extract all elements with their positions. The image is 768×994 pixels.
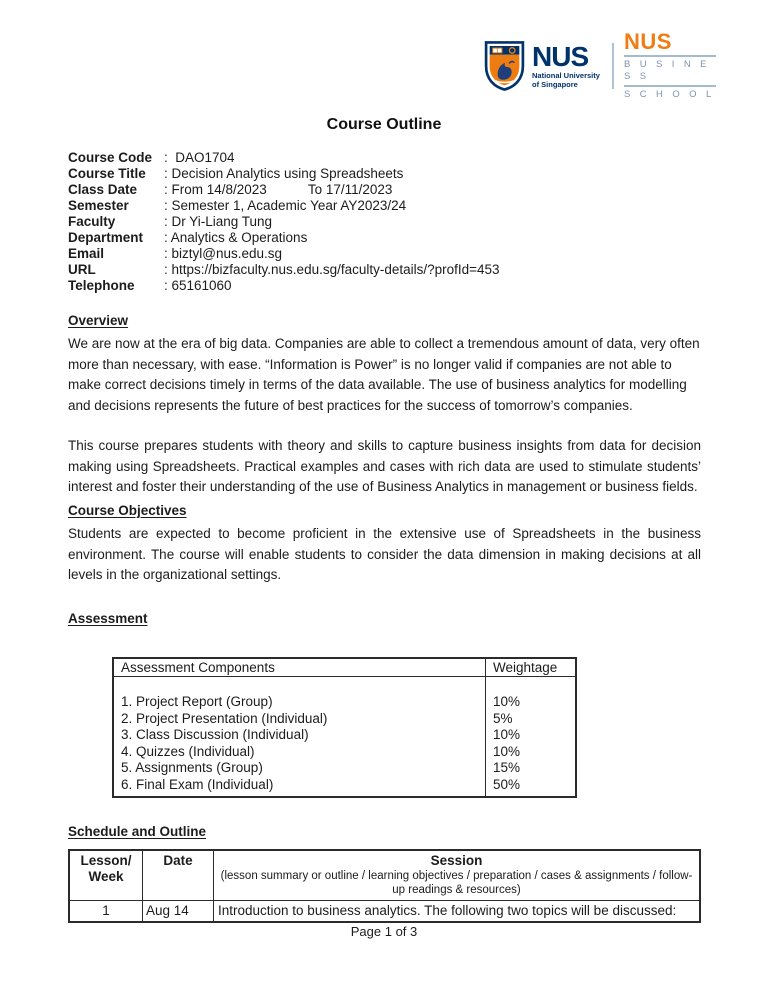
assessment-row [114,711,575,728]
logo-divider [612,43,614,89]
schedule-header-session [214,851,699,900]
nus-acronym: NUS [532,41,589,72]
schedule-header-lesson: Lesson/ Week [70,851,143,900]
detail-row [68,198,500,214]
assessment-row [114,744,575,761]
assessment-component: 5. Assignments (Group) [114,760,486,777]
assessment-weight: 15% [493,760,521,775]
detail-value: : Dr Yi-Liang Tung [164,214,273,229]
schedule-header-date: Date [143,851,214,900]
assessment-table-header [114,659,575,677]
detail-label: URL [68,262,96,277]
assessment-weight: 10% [493,743,521,759]
assessment-header-components: Assessment Components [114,659,486,676]
detail-row [68,230,500,246]
detail-row [68,166,500,182]
nus-crest-icon [482,39,527,93]
schedule-table-header [70,851,699,901]
page-footer: Page 1 of 3 [350,924,418,939]
assessment-row [114,760,575,777]
schedule-row [70,901,699,921]
course-details [68,150,500,294]
business-school-word2: S C H O O L [623,89,715,100]
detail-row [68,214,500,230]
detail-row [68,278,500,294]
schedule-session-title: Session [430,853,483,868]
objectives-section [68,503,701,586]
nus-name-line1: National University [532,71,600,80]
detail-value: : Analytics & Operations [164,230,308,245]
schedule-session-subtitle: (lesson summary or outline / learning objectives / preparation / cases & assignments / follow-up readings & resources) [220,870,693,896]
business-school-wordmark [624,31,716,101]
business-school-rule [624,55,716,57]
assessment-weight: 10% [493,727,521,742]
date-cell: Aug 14 [143,901,214,921]
nus-wordmark [532,43,600,89]
assessment-row [114,694,575,711]
business-school-rule [624,85,716,87]
business-school-word1: B U S I N E S S [623,59,710,82]
assessment-component: 2. Project Presentation (Individual) [114,711,486,728]
overview-heading: Overview [68,313,129,328]
assessment-component: 4. Quizzes (Individual) [114,744,486,761]
assessment-component: 1. Project Report (Group) [114,694,486,711]
assessment-weight: 10% [493,694,521,709]
objectives-paragraph: Students are expected to become proficient in the extensive use of Spreadsheets in the business environment. The course will enable students to consider the data dimension in making decisions at all levels in the organizational settings. [68,526,701,582]
lesson-cell: 1 [70,901,143,921]
overview-paragraph-2: This course prepares students with theory and skills to capture business insights from data for decision making using Spreadsheets. Practical examples and cases with rich data are used to stimulate students’ interest and foster their understanding of the use of Business Analytics in management or business fields. [68,438,701,494]
detail-value: : biztyl@nus.edu.sg [164,246,283,261]
nus-name-line2: of Singapore [532,80,578,89]
detail-label: Email [68,246,105,261]
detail-row [68,150,500,166]
detail-label: Telephone [68,278,135,293]
assessment-component: 3. Class Discussion (Individual) [114,727,486,744]
session-cell: Introduction to business analytics. The following two topics will be discussed: [218,903,677,918]
business-school-acronym: NUS [623,29,672,54]
schedule-heading: Schedule and Outline [68,824,207,839]
detail-label: Semester [68,198,129,213]
detail-value: : Decision Analytics using Spreadsheets [164,166,404,181]
assessment-heading: Assessment [68,611,148,626]
nus-logo [482,29,716,100]
detail-row [68,182,500,198]
detail-value: : DAO1704 [164,150,235,165]
detail-row [68,262,500,278]
detail-value: : https://bizfaculty.nus.edu.sg/faculty-details/?profId=453 [164,262,500,277]
assessment-weight: 50% [493,776,521,792]
detail-value: : 65161060 [164,278,232,293]
detail-label: Faculty [68,214,116,229]
assessment-row [114,727,575,744]
overview-paragraph-1: We are now at the era of big data. Companies are able to collect a tremendous amount of data, very often more than necessary, with ease. “Information is Power” is no longer valid if companies are not able to make correct decisions timely in terms of the data available. The use of business analytics for modelling and decisions represents the future of best practices for the success of tomorrow’s companies. [68,336,700,413]
assessment-weight: 5% [493,710,513,726]
assessment-spacer-row [114,677,575,694]
objectives-heading: Course Objectives [68,503,187,518]
overview-section [68,313,701,498]
page-title: Course Outline [326,116,442,133]
detail-row [68,246,500,262]
schedule-table [68,849,701,923]
detail-label: Course Code [68,150,153,165]
detail-label: Class Date [68,182,138,197]
detail-label: Department [68,230,144,245]
detail-value: : From 14/8/2023 To 17/11/2023 [164,182,393,197]
detail-label: Course Title [68,166,146,181]
detail-value: : Semester 1, Academic Year AY2023/24 [164,198,407,213]
assessment-table [112,657,577,798]
assessment-row [114,777,575,797]
assessment-header-weightage: Weightage [493,660,558,675]
assessment-component: 6. Final Exam (Individual) [114,777,486,797]
